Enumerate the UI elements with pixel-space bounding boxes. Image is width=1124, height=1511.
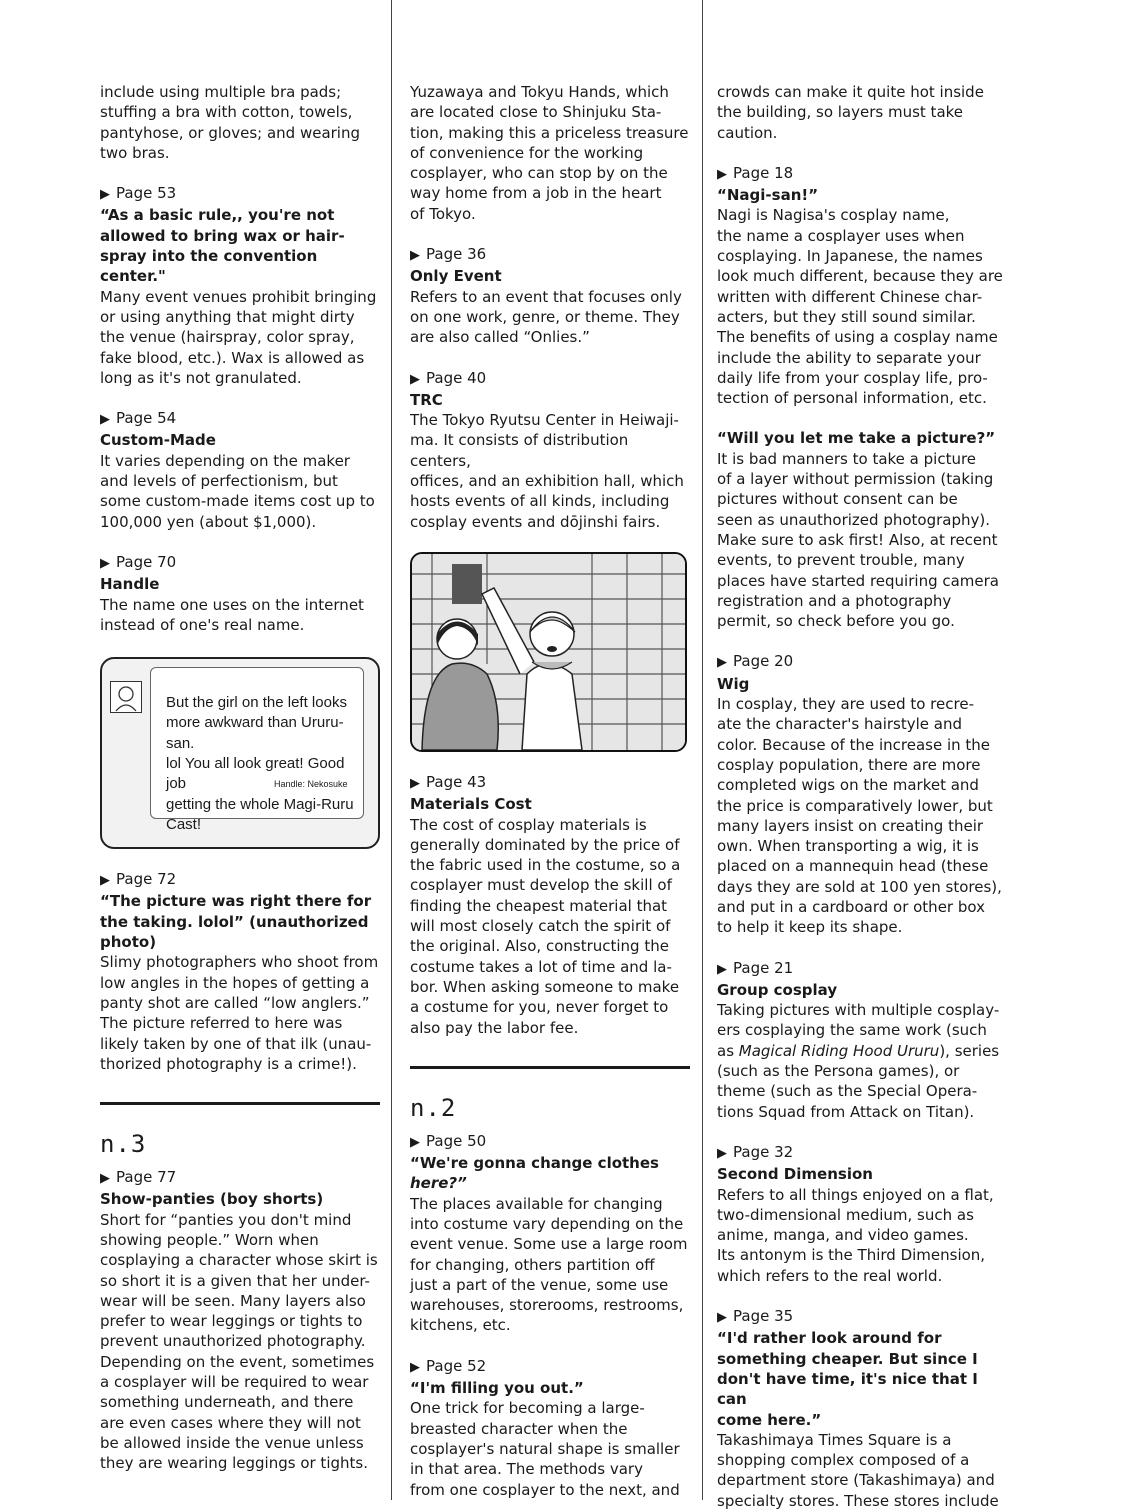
text-line: Group cosplay (717, 980, 838, 999)
text-line: places have started requiring camera (717, 571, 999, 590)
text-line: warehouses, storerooms, restrooms, (410, 1296, 684, 1315)
text-line: cosplaying. In Japanese, the names (717, 247, 983, 266)
text-line: for changing, others partition off (410, 1255, 655, 1274)
column-2 (410, 82, 690, 1500)
text-line: The name one uses on the internet (100, 595, 364, 614)
text-line: Materials Cost (410, 795, 532, 814)
text-line: some custom-made items cost up to (100, 492, 375, 511)
column-1 (100, 82, 380, 1474)
text-line: a costume for you, never forget to (410, 998, 669, 1017)
entry-body (410, 287, 690, 348)
text-line: “I'm filling you out.” (410, 1379, 584, 1398)
text-line: Show-panties (boy shorts) (100, 1190, 324, 1209)
chapter-label: n.3 (100, 1130, 147, 1159)
text-line: TRC (410, 390, 443, 409)
text-line: here?” (410, 1174, 467, 1193)
text-line: Yuzawaya and Tokyu Hands, which (410, 83, 669, 101)
text-line: many layers insist on creating their (717, 816, 984, 835)
text-line: the taking. lolol” (unauthorized (100, 912, 369, 931)
text-line: Nagi is Nagisa's cosplay name, (717, 206, 950, 225)
entry-heading (717, 185, 1007, 205)
page-reference: ▶ Page 32 (717, 1142, 794, 1161)
text-line: Cast! (166, 815, 202, 833)
text-line: or using anything that might dirty (100, 307, 355, 326)
text-line: Takashimaya Times Square is a (717, 1430, 952, 1449)
text-line: “Will you let me take a picture?” (717, 429, 996, 448)
text-line: likely taken by one of that ilk (unau- (100, 1034, 372, 1053)
text-line: Custom-Made (100, 431, 216, 450)
text-line: finding the cheapest material that (410, 896, 668, 915)
text-line: Depending on the event, sometimes (100, 1352, 375, 1371)
text-line: lol You all look great! Good job (166, 755, 345, 793)
text-line: color. Because of the increase in the (717, 735, 991, 754)
entry-body (717, 1185, 1007, 1286)
page-reference: ▶ Page 36 (410, 245, 487, 264)
text-line: tion, making this a priceless treasure (410, 123, 689, 142)
text-line: and levels of perfectionism, but (100, 472, 338, 491)
text-line: shopping complex composed of a (717, 1451, 970, 1470)
text-line: spray into the convention center." (100, 247, 318, 286)
text-line: fake blood, etc.). Wax is allowed as (100, 348, 365, 367)
text-line: long as it's not granulated. (100, 368, 302, 387)
text-line: hosts events of all kinds, including (410, 492, 670, 511)
entry-heading (717, 674, 1007, 694)
section-rule (100, 1102, 380, 1105)
text-line: getting the whole Magi-Ruru (166, 795, 354, 813)
text-line: “We're gonna change clothes (410, 1154, 659, 1173)
entry-heading (717, 428, 1007, 448)
text-line: prevent unauthorized photography. (100, 1332, 366, 1351)
text-line: completed wigs on the market and (717, 776, 979, 795)
text-line: in that area. The methods vary (410, 1460, 643, 1479)
page-reference: ▶ Page 52 (410, 1356, 487, 1375)
entry-body (100, 595, 380, 636)
text-line: The Tokyo Ryutsu Center in Heiwaji- (410, 411, 679, 430)
text-line: Many event venues prohibit bringing (100, 287, 377, 306)
text-line: 100,000 yen (about $1,000). (100, 512, 317, 531)
entry-body (100, 287, 380, 388)
section-rule (410, 1066, 690, 1069)
text-line: and put in a cardboard or other box (717, 897, 985, 916)
page-reference: ▶ Page 72 (100, 870, 177, 889)
text-line: are also called “Onlies.” (410, 328, 590, 347)
text-line: tions Squad from Attack on Titan). (717, 1102, 975, 1121)
page-reference: ▶ Page 20 (717, 652, 794, 671)
text-line: In cosplay, they are used to recre- (717, 695, 974, 714)
text-line: cosplaying a character whose skirt is (100, 1251, 378, 1270)
column-divider (702, 0, 703, 1500)
text-line: a cosplayer will be required to wear (100, 1373, 369, 1392)
text-line: include using multiple bra pads; (100, 83, 342, 101)
text-line: Refers to all things enjoyed on a flat, (717, 1185, 994, 1204)
text-line: include the ability to separate your (717, 348, 981, 367)
entry-heading (410, 1153, 690, 1194)
text-line: The picture referred to here was (100, 1014, 343, 1033)
page-reference: ▶ Page 43 (410, 772, 487, 791)
paragraph (717, 82, 1007, 143)
text-line: stuffing a bra with cotton, towels, (100, 103, 353, 122)
text-line: But the girl on the left looks (166, 694, 347, 712)
entry-heading (100, 205, 380, 286)
entry-heading (717, 1164, 1007, 1184)
text-line: crowds can make it quite hot inside (717, 83, 984, 101)
text-line: “Nagi-san!” (717, 186, 819, 205)
text-line: One trick for becoming a large- (410, 1399, 645, 1418)
text-line: placed on a mannequin head (these (717, 857, 989, 876)
page-reference: ▶ Page 50 (410, 1131, 487, 1150)
text-line: offices, and an exhibition hall, which (410, 472, 684, 491)
chapter-label: n.2 (410, 1093, 457, 1122)
text-line: The benefits of using a cosplay name (717, 328, 998, 347)
entry-heading (100, 430, 380, 450)
text-line: which refers to the real world. (717, 1266, 943, 1285)
text-line: days they are sold at 100 yen stores), (717, 877, 1002, 896)
entry-heading (100, 1189, 380, 1209)
text-line: Only Event (410, 267, 502, 286)
page-reference: ▶ Page 40 (410, 368, 487, 387)
text-line: (such as the Persona games), or (717, 1062, 960, 1081)
entry-heading (410, 1378, 690, 1398)
text-line: kitchens, etc. (410, 1316, 511, 1335)
text-line: the price is comparatively lower, but (717, 796, 993, 815)
text-line: the fabric used in the costume, so a (410, 856, 681, 875)
text-line: specialty stores. These stores include (717, 1491, 999, 1510)
text-line: wear will be seen. Many layers also (100, 1291, 366, 1310)
text-line: registration and a photography (717, 591, 952, 610)
text-line: written with different Chinese char- (717, 287, 983, 306)
text-line: own. When transporting a wig, it is (717, 837, 979, 856)
page-reference: ▶ Page 35 (717, 1307, 794, 1326)
text-line: events, to prevent trouble, many (717, 551, 965, 570)
text-line: the building, so layers must take (717, 103, 964, 122)
text-line: will most closely catch the spirit of (410, 917, 671, 936)
entry-heading (410, 390, 690, 410)
post-text (166, 693, 366, 835)
page-reference: ▶ Page 18 (717, 163, 794, 182)
text-line: are located close to Shinjuku Sta- (410, 103, 662, 122)
forum-post-panel (100, 657, 380, 849)
text-line: be allowed inside the venue unless (100, 1433, 364, 1452)
text-line: two bras. (100, 143, 170, 162)
entry-body (410, 815, 690, 1038)
text-line: It varies depending on the maker (100, 451, 350, 470)
entry-heading (717, 980, 1007, 1000)
page-reference: ▶ Page 54 (100, 409, 177, 428)
text-line: Slimy photographers who shoot from (100, 953, 379, 972)
entry-heading (100, 574, 380, 594)
text-line: event venue. Some use a large room (410, 1235, 688, 1254)
text-line: Its antonym is the Third Dimension, (717, 1246, 986, 1265)
text-line: ers cosplaying the same work (such (717, 1021, 987, 1040)
entry-body (100, 451, 380, 532)
text-line: ma. It consists of distribution centers, (410, 431, 629, 470)
text-line: Second Dimension (717, 1165, 873, 1184)
text-line: Refers to an event that focuses only (410, 287, 682, 306)
text-line: cosplay population, there are more (717, 755, 981, 774)
text-line: cosplayer must develop the skill of (410, 876, 672, 895)
text-line: generally dominated by the price of (410, 835, 680, 854)
avatar (110, 681, 142, 713)
paragraph (100, 82, 380, 163)
text-line: pantyhose, or gloves; and wearing (100, 123, 361, 142)
entry-body (717, 694, 1007, 938)
entry-body (717, 1430, 1007, 1511)
text-line: the original. Also, constructing the (410, 937, 669, 956)
text-line: caution. (717, 123, 778, 142)
text-line: The places available for changing (410, 1194, 663, 1213)
entry-heading (410, 794, 690, 814)
text-line: pictures without consent can be (717, 490, 958, 509)
paragraph (410, 82, 690, 224)
page-reference: ▶ Page 21 (717, 958, 794, 977)
entry-body (410, 1194, 690, 1336)
text-line: breasted character when the (410, 1419, 628, 1438)
text-line: Taking pictures with multiple cosplay- (717, 1001, 1000, 1020)
manga-panel-illustration (410, 552, 687, 752)
text-line: tection of personal information, etc. (717, 389, 987, 408)
text-line: ate the character's hairstyle and (717, 715, 962, 734)
text-line: come here.” (717, 1410, 822, 1429)
text-line: instead of one's real name. (100, 615, 305, 634)
text-line: from one cosplayer to the next, and (410, 1480, 680, 1499)
page-reference: ▶ Page 77 (100, 1168, 177, 1187)
text-line: the name a cosplayer uses when (717, 226, 965, 245)
text-line: on one work, genre, or theme. They (410, 307, 680, 326)
page-reference: ▶ Page 53 (100, 184, 177, 203)
text-line: the venue (hairspray, color spray, (100, 328, 355, 347)
text-line: to help it keep its shape. (717, 918, 903, 937)
text-line: two-dimensional medium, such as (717, 1205, 974, 1224)
text-line: look much different, because they are (717, 267, 1003, 286)
text-line: cosplayer's natural shape is smaller (410, 1439, 680, 1458)
page-reference: ▶ Page 70 (100, 552, 177, 571)
text-line: seen as unauthorized photography). (717, 510, 990, 529)
text-line: of Tokyo. (410, 204, 476, 223)
text-line: It is bad manners to take a picture (717, 449, 977, 468)
text-line: showing people.” Worn when (100, 1230, 319, 1249)
text-line: Handle (100, 575, 160, 594)
post-handle: Handle: Nekosuke (274, 779, 348, 790)
text-line: are even cases where they will not (100, 1413, 361, 1432)
entry-body (717, 449, 1007, 632)
text-line: so short it is a given that her under- (100, 1271, 370, 1290)
text-line: prefer to wear leggings or tights to (100, 1312, 363, 1331)
column-divider (391, 0, 392, 1500)
text-line: costume takes a lot of time and la- (410, 957, 672, 976)
text-line: just a part of the venue, some use (410, 1275, 669, 1294)
text-line: into costume vary depending on the (410, 1214, 684, 1233)
text-line: something underneath, and there (100, 1393, 354, 1412)
entry-body (100, 952, 380, 1074)
text-line: “The picture was right there for (100, 892, 372, 911)
text-line: of convenience for the working (410, 143, 644, 162)
text-line: panty shot are called “low anglers.” (100, 993, 370, 1012)
entry-body (410, 1398, 690, 1499)
text-line: “As a basic rule,, you're not (100, 206, 335, 225)
text-line: anime, manga, and video games. (717, 1226, 969, 1245)
column-3 (717, 82, 1007, 1511)
text-line: low angles in the hopes of getting a (100, 973, 370, 992)
text-line: Make sure to ask first! Also, at recent (717, 530, 998, 549)
text-line: cosplayer, who can stop by on the (410, 164, 668, 183)
text-line: don't have time, it's nice that I can (717, 1369, 978, 1409)
text-line: acters, but they still sound similar. (717, 307, 976, 326)
entry-heading (717, 1328, 1007, 1429)
text-line: also pay the labor fee. (410, 1018, 579, 1037)
text-line: way home from a job in the heart (410, 184, 662, 203)
text-line: Wig (717, 674, 750, 693)
text-line: department store (Takashimaya) and (717, 1471, 995, 1490)
text-line: Short for “panties you don't mind (100, 1210, 352, 1229)
text-line: daily life from your cosplay life, pro- (717, 368, 988, 387)
text-line: theme (such as the Special Opera- (717, 1082, 978, 1101)
text-line: cosplay events and dōjinshi fairs. (410, 512, 661, 531)
entry-body (100, 1210, 380, 1474)
entry-body (410, 410, 690, 532)
text-line: “I'd rather look around for (717, 1329, 942, 1348)
entry-heading (410, 266, 690, 286)
text-line: photo) (100, 933, 157, 952)
text-line: permit, so check before you go. (717, 612, 955, 631)
text-line: thorized photography is a crime!). (100, 1054, 357, 1073)
text-line: allowed to bring wax or hair- (100, 226, 345, 245)
entry-body (717, 205, 1007, 408)
entry-heading (100, 891, 380, 952)
text-line: they are wearing leggings or tights. (100, 1454, 368, 1473)
entry-body (717, 1000, 1007, 1122)
text-line: The cost of cosplay materials is (410, 815, 647, 834)
text-line: more awkward than Ururu-san. (166, 714, 344, 752)
text-line: bor. When asking someone to make (410, 977, 680, 996)
text-line: of a layer without permission (taking (717, 470, 994, 489)
text-line: something cheaper. But since I (717, 1349, 978, 1368)
text-line: as Magical Riding Hood Ururu), series (717, 1041, 1000, 1060)
